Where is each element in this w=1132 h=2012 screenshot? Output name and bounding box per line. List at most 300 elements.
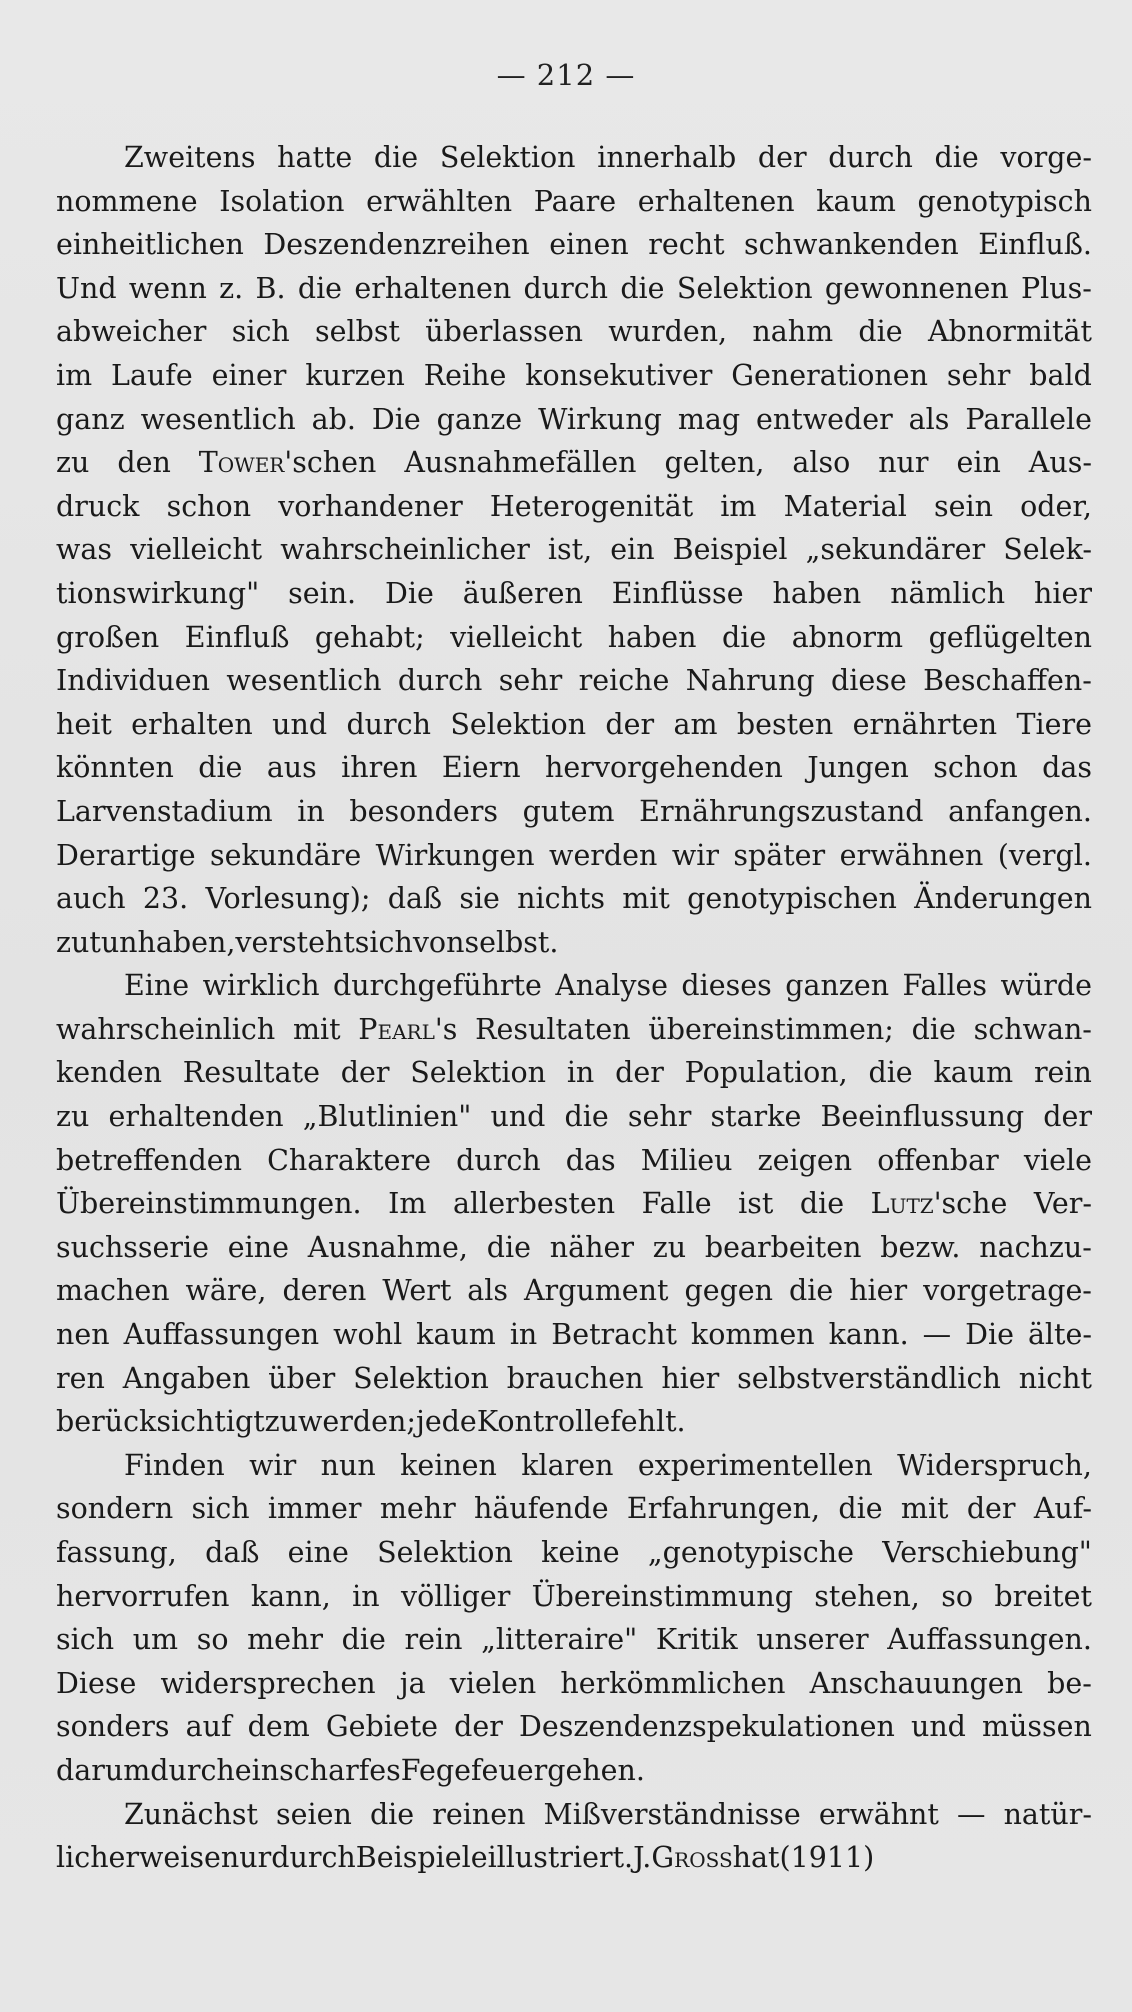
word: kenden	[56, 1056, 162, 1090]
word: wohl	[333, 1318, 403, 1352]
word: so	[941, 1579, 973, 1613]
word: überlassen	[425, 315, 583, 349]
word: zu	[264, 1405, 299, 1439]
text-line	[56, 1749, 1092, 1793]
word: die	[799, 1187, 845, 1221]
word: Selektion	[410, 1056, 547, 1090]
word: Wirkung	[538, 402, 662, 436]
word: der	[966, 1492, 1016, 1526]
text-line	[56, 964, 1092, 1008]
word: Laufe	[111, 358, 193, 392]
word: durchgeführte	[333, 969, 542, 1003]
word: ein	[956, 446, 1001, 480]
word: erwähnen	[839, 838, 984, 872]
word: nicht	[1018, 1361, 1092, 1395]
word: keine	[541, 1536, 620, 1569]
word: experimentellen	[637, 1448, 873, 1482]
word: nur	[878, 446, 929, 480]
word: schwankenden	[744, 228, 959, 262]
word: äußeren	[462, 576, 583, 610]
word: hat	[732, 1841, 780, 1875]
word: erwähnt	[818, 1797, 939, 1831]
word: seien	[276, 1797, 352, 1831]
word: —	[956, 1797, 986, 1831]
text-line	[56, 659, 1092, 703]
word: Angaben	[122, 1361, 251, 1395]
word: sein.	[288, 576, 357, 610]
text-line	[56, 1269, 1092, 1313]
word: Einfluß.	[978, 228, 1092, 262]
word: erwählten	[366, 184, 513, 218]
word: kann,	[250, 1579, 331, 1613]
word: kann.	[828, 1318, 909, 1352]
word: die	[911, 1012, 956, 1046]
word: sich	[354, 925, 413, 959]
word: Deszendenzreihen	[263, 228, 530, 262]
word: diese	[830, 664, 907, 698]
word: Anschauungen	[809, 1666, 1024, 1700]
word: hier	[849, 1274, 908, 1308]
text-line	[56, 1662, 1092, 1706]
word: sehr	[946, 358, 1011, 392]
word: erhaltenden	[108, 1100, 284, 1134]
word: sein	[934, 489, 993, 523]
word: zeigen	[757, 1143, 853, 1177]
word: Die	[385, 576, 434, 610]
word: Isolation	[219, 184, 345, 218]
word: fehlt.	[610, 1405, 686, 1439]
word: Gebiete	[325, 1710, 439, 1744]
word: Kritik	[655, 1623, 738, 1657]
text-line	[56, 267, 1092, 311]
word: völliger	[400, 1579, 511, 1613]
word: Charaktere	[267, 1143, 431, 1177]
word: klaren	[521, 1448, 614, 1482]
word: rein	[404, 1623, 463, 1657]
text-line	[56, 834, 1092, 878]
word: kaum	[416, 1318, 496, 1352]
word: vielleicht	[450, 620, 583, 654]
text-line	[56, 1313, 1092, 1357]
word: so	[196, 1623, 229, 1657]
word: Plus-	[1020, 271, 1092, 305]
word: daß	[205, 1536, 260, 1569]
text-line	[56, 441, 1092, 485]
word: ein	[610, 533, 655, 567]
word: vorge-	[1000, 141, 1092, 174]
word: gutem	[522, 794, 615, 828]
word: Übereinstimmung	[531, 1579, 793, 1613]
word: großen	[56, 620, 160, 654]
word: Auffassungen.	[887, 1623, 1092, 1657]
word: viele	[1023, 1143, 1092, 1177]
word: ein	[234, 1753, 280, 1787]
word: Übereinstimmungen.	[56, 1187, 362, 1221]
word: mit	[292, 1012, 341, 1046]
word: bald	[1029, 358, 1092, 392]
word: ja	[399, 1666, 426, 1700]
word: mehr	[247, 1623, 323, 1657]
word: betreffenden	[56, 1143, 242, 1177]
word: Derartige	[56, 838, 196, 872]
word: druck	[56, 489, 140, 523]
body-text	[56, 136, 1092, 1880]
word: Verschiebung"	[882, 1536, 1092, 1569]
word: Ausnahmefällen	[404, 446, 637, 480]
word: widersprechen	[160, 1666, 376, 1700]
word: Ernährungszustand	[639, 794, 924, 828]
word: durch	[523, 271, 609, 305]
word: zu	[56, 1100, 90, 1134]
word: einen	[549, 228, 629, 262]
word: durch	[456, 1143, 541, 1177]
word: machen	[56, 1274, 170, 1308]
word: selbst.	[464, 925, 559, 959]
word: nachzu-	[979, 1230, 1092, 1264]
word: kommen	[690, 1318, 815, 1352]
word: in	[566, 1056, 595, 1090]
word: die	[369, 1797, 415, 1831]
word: aus	[266, 751, 317, 785]
word: kaum	[816, 184, 896, 218]
text-line	[56, 921, 1092, 965]
word: Heterogenität	[489, 489, 694, 523]
word: Beeinflussung	[820, 1100, 1025, 1134]
word: gehabt;	[314, 620, 425, 654]
word: Im	[388, 1187, 427, 1221]
word: Und	[56, 271, 117, 305]
word: entweder	[756, 402, 893, 436]
word: Argument	[523, 1274, 669, 1308]
word: könnten	[56, 751, 174, 785]
word: Resultate	[182, 1056, 320, 1090]
word: gehen.	[547, 1753, 645, 1787]
text-line	[56, 572, 1092, 616]
word: um	[132, 1623, 179, 1657]
word: in	[297, 794, 325, 828]
word: würde	[1000, 969, 1092, 1003]
word: genotypisch	[917, 184, 1092, 218]
word: Beschaffen-	[923, 664, 1092, 698]
word: Paare	[533, 184, 617, 218]
word: die	[373, 141, 419, 174]
word: zu	[56, 446, 90, 480]
word: Tower'schen	[198, 446, 377, 480]
page-number: — 212 —	[496, 58, 636, 92]
word: durch	[271, 1841, 356, 1875]
word: wesentlich	[226, 664, 382, 698]
word: vielen	[449, 1666, 537, 1700]
word: erhaltenen	[354, 271, 512, 305]
word: sie	[459, 882, 500, 916]
word: innerhalb	[597, 141, 737, 174]
text-line	[56, 1836, 1092, 1880]
text-line	[56, 1226, 1092, 1270]
word: Selektion	[377, 1536, 513, 1569]
word: wirklich	[202, 969, 320, 1003]
text-line	[56, 354, 1092, 398]
word: näher	[549, 1230, 634, 1264]
word: Die	[371, 402, 421, 436]
word: Aus-	[1028, 446, 1092, 480]
text-line	[56, 746, 1092, 790]
word: hervorrufen	[56, 1579, 230, 1613]
word: wesentlich	[140, 402, 296, 436]
word: wurden,	[608, 315, 728, 349]
word: Gross	[651, 1841, 733, 1875]
text-line	[56, 1008, 1092, 1052]
word: keinen	[400, 1448, 497, 1482]
word: zu	[652, 1230, 687, 1264]
word: Ausnahme,	[307, 1230, 468, 1264]
word: Kontrolle	[476, 1405, 611, 1439]
text-line	[56, 1095, 1092, 1139]
word: ab.	[311, 402, 356, 436]
word: schwan-	[973, 1012, 1092, 1046]
word: ganz	[56, 402, 125, 436]
word: darum	[56, 1753, 151, 1787]
word: nun	[320, 1448, 376, 1482]
word: hier	[1034, 576, 1092, 610]
word: 23.	[142, 882, 189, 916]
text-line	[56, 616, 1092, 660]
word: (1911)	[779, 1841, 875, 1875]
word: die	[838, 1492, 883, 1526]
text-line	[56, 877, 1092, 921]
word: Die	[965, 1318, 1014, 1352]
word: was	[56, 533, 113, 567]
word: sich	[191, 1492, 250, 1526]
text-line	[56, 790, 1092, 834]
word: ernährten	[852, 707, 998, 741]
word: schon	[933, 751, 1018, 785]
word: wäre,	[185, 1274, 267, 1308]
word: suchsserie	[56, 1230, 210, 1264]
word: reiche	[578, 664, 670, 698]
text-line	[56, 1182, 1092, 1226]
word: das	[565, 1143, 616, 1177]
word: Individuen	[56, 664, 211, 698]
word: Selek-	[1003, 533, 1092, 567]
word: bearbeiten	[704, 1230, 862, 1264]
word: nur	[220, 1841, 272, 1875]
word: brauchen	[506, 1361, 644, 1395]
word: die	[341, 1623, 386, 1657]
word: jede	[415, 1405, 477, 1439]
word: Pearl's	[358, 1012, 458, 1046]
word: im	[720, 489, 757, 523]
word: hier	[661, 1361, 720, 1395]
word: Zweitens	[124, 141, 256, 174]
word: geflügelten	[928, 620, 1092, 654]
word: durch	[828, 141, 913, 174]
word: schon	[166, 489, 252, 523]
word: kurzen	[305, 358, 405, 392]
word: die	[198, 751, 243, 785]
word: von	[412, 925, 465, 959]
word: scharfes	[279, 1753, 401, 1787]
word: daß	[387, 882, 443, 916]
word: abweicher	[56, 315, 207, 349]
word: Ver-	[1033, 1187, 1092, 1221]
word: als	[467, 1274, 508, 1308]
word: durch	[346, 707, 431, 741]
paragraph-2	[56, 964, 1092, 1444]
word: sich	[56, 1623, 115, 1657]
word: und	[272, 707, 328, 741]
word: vielleicht	[130, 533, 263, 567]
word: nämlich	[890, 576, 1006, 610]
word: die	[297, 271, 343, 305]
word: die	[934, 141, 979, 174]
word: offenbar	[877, 1143, 999, 1177]
word: Milieu	[640, 1143, 733, 1177]
word: heit	[56, 707, 112, 741]
word: J.	[633, 1841, 652, 1875]
word: Zunächst	[124, 1797, 258, 1831]
word: und	[910, 1710, 966, 1744]
text-line	[56, 1357, 1092, 1401]
word: Diese	[56, 1666, 137, 1700]
word: die	[868, 1056, 913, 1090]
paragraph-1	[56, 136, 1092, 964]
word: Abnormität	[927, 315, 1092, 349]
text-line	[56, 1051, 1092, 1095]
word: Jungen	[807, 751, 909, 785]
word: häufende	[474, 1492, 609, 1526]
word: Reihe	[423, 358, 507, 392]
word: Nahrung	[685, 664, 815, 698]
word: hervorgehenden	[545, 751, 783, 785]
word: Deszendenzspekulationen	[519, 1710, 895, 1744]
word: fassung,	[56, 1536, 177, 1569]
word: breitet	[994, 1579, 1092, 1613]
word: und	[490, 1100, 546, 1134]
word: den	[117, 446, 171, 480]
word: „genotypische	[647, 1536, 854, 1569]
word: recht	[648, 228, 725, 262]
word: Auf-	[1033, 1492, 1092, 1526]
word: vorgetrage-	[923, 1274, 1092, 1308]
word: sondern	[56, 1492, 174, 1526]
word: Fegefeuer	[400, 1753, 548, 1787]
word: später	[733, 838, 826, 872]
word: eine	[227, 1230, 289, 1264]
word: mehr	[379, 1492, 456, 1526]
word: im	[56, 358, 93, 392]
word: also	[792, 446, 851, 480]
word: selbst	[315, 315, 400, 349]
word: Parallele	[965, 402, 1092, 436]
word: Änderungen	[914, 882, 1092, 916]
word: rein	[1033, 1056, 1092, 1090]
word: auf	[185, 1710, 232, 1744]
text-line	[56, 310, 1092, 354]
text-line	[56, 1575, 1092, 1619]
word: in	[509, 1318, 538, 1352]
text-line	[56, 703, 1092, 747]
word: in	[352, 1579, 380, 1613]
word: Eine	[124, 969, 190, 1003]
word: Lutz'sche	[870, 1187, 1008, 1221]
word: vorhandener	[278, 489, 463, 523]
word: Beispiel	[672, 533, 788, 567]
word: z.	[219, 271, 244, 305]
word: durch	[150, 1753, 235, 1787]
word: anfangen.	[948, 794, 1092, 828]
word: haben	[607, 620, 697, 654]
word: Material	[783, 489, 907, 523]
word: wahrscheinlicher	[280, 533, 530, 567]
word: besonders	[349, 794, 498, 828]
word: eine	[287, 1536, 349, 1569]
word: Selektion	[676, 271, 813, 305]
paragraph-3	[56, 1444, 1092, 1793]
text-line	[56, 1400, 1092, 1444]
word: Einfluß	[184, 620, 290, 654]
word: das	[1042, 751, 1092, 785]
word: ihren	[341, 751, 418, 785]
word: sehr	[498, 664, 563, 698]
word: oder,	[1020, 489, 1092, 523]
word: gewonnenen	[824, 271, 1009, 305]
word: Analyse	[555, 969, 668, 1003]
text-line	[56, 1531, 1092, 1575]
word: Selektion	[450, 707, 587, 741]
word: berücksichtigt	[56, 1405, 265, 1439]
word: nommene	[56, 184, 198, 218]
text-line	[56, 1705, 1092, 1749]
word: ganzen	[785, 969, 890, 1003]
word: Widerspruch,	[897, 1448, 1092, 1482]
word: Selektion	[353, 1361, 489, 1395]
word: Wert	[382, 1274, 452, 1308]
word: (vergl.	[997, 838, 1092, 872]
word: natür-	[1003, 1797, 1092, 1831]
word: —	[922, 1318, 952, 1352]
word: wenn	[128, 271, 207, 305]
word: Selektion	[439, 141, 576, 174]
word: erhalten	[131, 707, 253, 741]
word: deren	[282, 1274, 367, 1308]
word: gegen	[684, 1274, 774, 1308]
text-line	[56, 1487, 1092, 1531]
word: genotypischen	[687, 882, 897, 916]
word: einheitlichen	[56, 228, 244, 262]
word: Vorlesung);	[205, 882, 371, 916]
word: mag	[677, 402, 741, 436]
word: Population,	[684, 1056, 848, 1090]
word: wir	[249, 1448, 297, 1482]
word: die	[486, 1230, 531, 1264]
word: der	[454, 1710, 503, 1744]
word: Betracht	[551, 1318, 677, 1352]
word: kaum	[933, 1056, 1014, 1090]
word: Mißverständnisse	[543, 1797, 801, 1831]
word: tun	[89, 925, 138, 959]
word: sehr	[627, 1100, 692, 1134]
word: mit	[900, 1492, 949, 1526]
word: wahrscheinlich	[56, 1012, 276, 1046]
word: B.	[255, 271, 286, 305]
text-line	[56, 528, 1092, 572]
word: sich	[231, 315, 290, 349]
word: selbstverständlich	[737, 1361, 1001, 1395]
word: starke	[710, 1100, 802, 1134]
word: der	[340, 1056, 390, 1090]
word: stehen,	[814, 1579, 920, 1613]
word: haben,	[137, 925, 236, 959]
